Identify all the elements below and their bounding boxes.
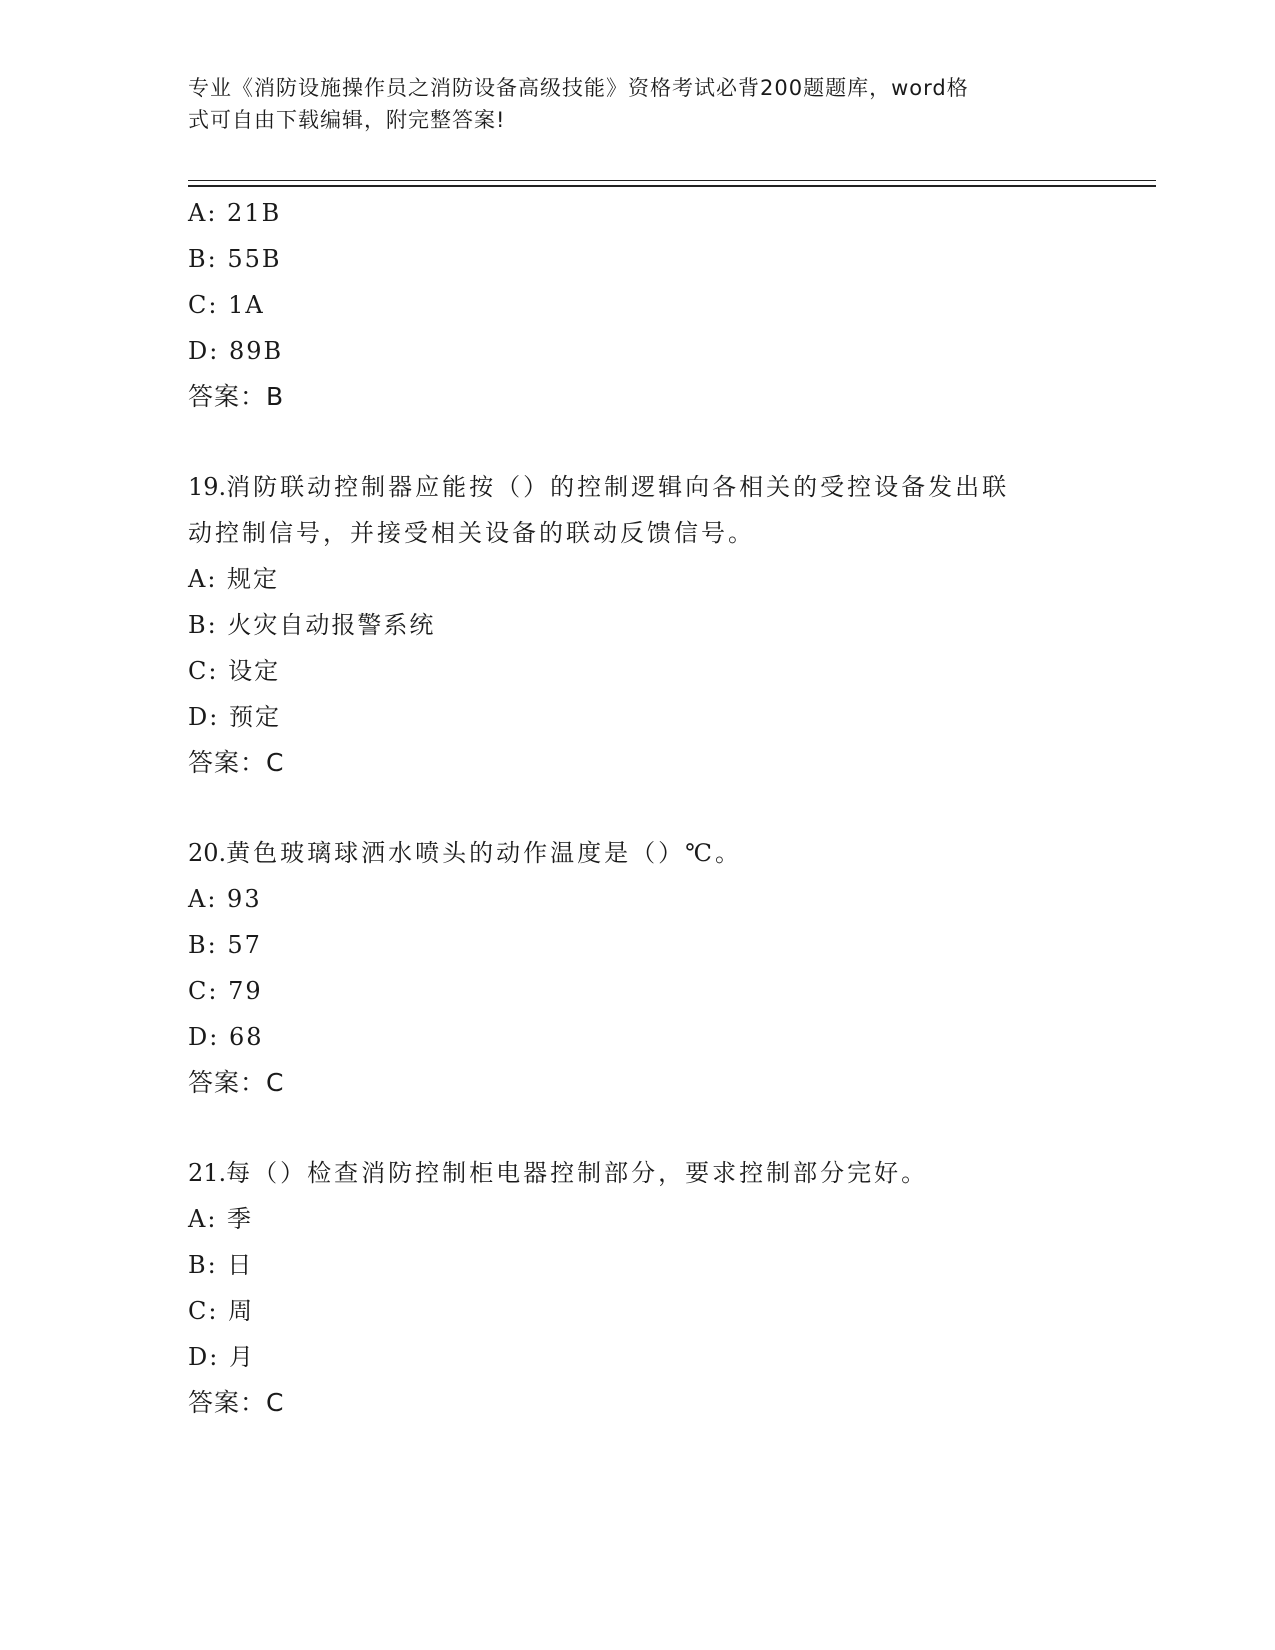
- option-d: D: 预定: [188, 703, 281, 731]
- question-20: [188, 830, 1088, 1106]
- option-c: C: 设定: [188, 657, 281, 685]
- question-text: [188, 464, 1068, 556]
- question-text: [188, 1150, 1068, 1196]
- question-18-continued: [188, 190, 1088, 420]
- answer: 答案：B: [188, 382, 285, 411]
- answer: 答案：C: [188, 1068, 285, 1097]
- question-19: [188, 464, 1088, 786]
- question-number: 21.: [188, 1159, 227, 1187]
- option-b: B: 火灾自动报警系统: [188, 611, 436, 639]
- option-a: A: 季: [188, 1205, 254, 1233]
- question-number: 20.: [188, 839, 227, 867]
- header-divider-thin: [188, 180, 1156, 181]
- answer: 答案：C: [188, 1388, 285, 1417]
- option-d: D: 89B: [188, 337, 284, 365]
- document-header: [188, 72, 1088, 136]
- question-number: 19.: [188, 473, 227, 501]
- option-c: C: 79: [188, 977, 263, 1005]
- option-a: A: 93: [188, 885, 262, 913]
- header-line-1: 专业《消防设施操作员之消防设备高级技能》资格考试必背200题题库，word格: [188, 76, 969, 100]
- question-text: [188, 830, 1068, 876]
- question-text-line-1: 消防联动控制器应能按（）的控制逻辑向各相关的受控设备发出联: [226, 473, 1010, 501]
- question-text-line-1: 每（）检查消防控制柜电器控制部分，要求控制部分完好。: [226, 1159, 929, 1187]
- question-text-line-1: 黄色玻璃球洒水喷头的动作温度是（）℃。: [226, 839, 743, 867]
- option-b: B: 57: [188, 931, 262, 959]
- answer: 答案：C: [188, 748, 285, 777]
- option-d: D: 月: [188, 1343, 255, 1371]
- header-divider-thick: [188, 185, 1156, 187]
- option-c: C: 周: [188, 1297, 255, 1325]
- question-list: [188, 190, 1088, 1426]
- option-c: C: 1A: [188, 291, 265, 319]
- option-a: A: 21B: [188, 199, 282, 227]
- option-b: B: 55B: [188, 245, 282, 273]
- option-a: A: 规定: [188, 565, 280, 593]
- header-line-2: 式可自由下载编辑，附完整答案!: [188, 108, 506, 132]
- question-text-line-2: 动控制信号，并接受相关设备的联动反馈信号。: [188, 519, 755, 547]
- option-d: D: 68: [188, 1023, 264, 1051]
- question-21: [188, 1150, 1088, 1426]
- option-b: B: 日: [188, 1251, 254, 1279]
